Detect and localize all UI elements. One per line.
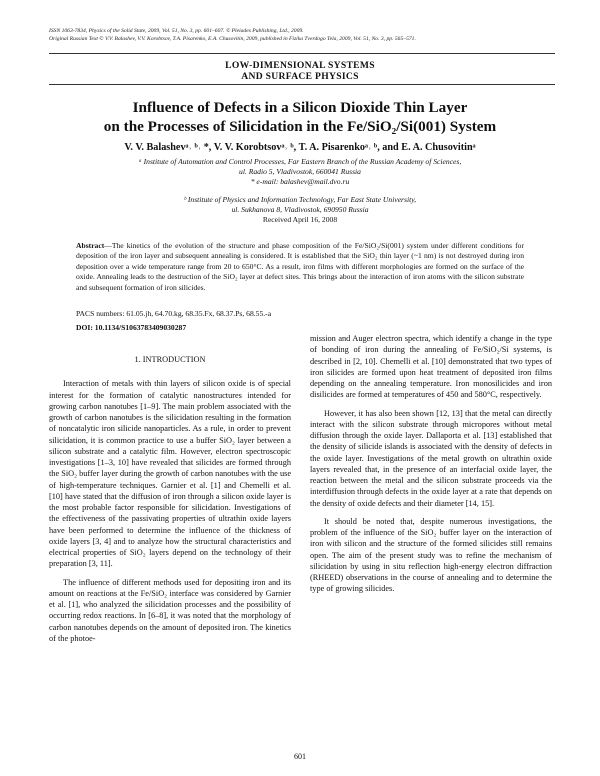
paper-title-line1: Influence of Defects in a Silicon Dioxide Thin Layer xyxy=(132,99,468,116)
affiliation-b-line1: ᵇ Institute of Physics and Information Technology, Far East State University, xyxy=(183,195,417,204)
page-number: 601 xyxy=(294,752,306,761)
doi: DOI: 10.1134/S1063783409030287 xyxy=(76,323,187,332)
right-paragraph-3: It should be noted that, despite numerous investigations, the problem of the influence of the SiO₂ buffer layer on the interaction of iron with silicon and the structure of the formed silicides still remains open. The aim of the present study was to refine the mechanism of silicidation by using in situ reflection high-energy electron diffraction (RHEED) observations in the course of annealing and to determine the type of growing silicides. xyxy=(310,516,552,594)
journal-header-line2: Original Russian Text © V.V. Balashev, V.V. Korobtsov, T.A. Pisarenko, E.A. Chusovitin, 2009, published in Fizika Tverdogo Tela, 2009, Vol. 51, No. 3, pp. 565–571. xyxy=(49,36,416,42)
section-name-line2: AND SURFACE PHYSICS xyxy=(241,71,359,82)
right-paragraph-2: However, it has also been shown [12, 13] that the metal can directly interact with the silicon substrate through micropores without metal diffusion through the oxide layer. Dallaporta et al. [13] established that the density of silicide islands is associated with the density of defects in the oxide layer. Investigations of the metal growth on ultrathin oxide layers revealed that, in the presence of an interfacial oxide layer, the reaction between the metal and the silicon substrate proceeds via the interdiffusion through defects in the oxide layer at a rate that depends on the density of oxide defects and their diameter [14, 15]. xyxy=(310,408,552,508)
journal-header-line1: ISSN 1063-7834, Physics of the Solid State, 2009, Vol. 51, No. 3, pp. 601–607. © Pleiades Publishing, Ltd., 2009. xyxy=(49,28,304,34)
header-rule-top xyxy=(49,53,555,54)
paper-title-line2: on the Processes of Silicidation in the Fe/SiO₂/Si(001) System xyxy=(103,118,497,135)
affiliation-b-line2: ul. Sukhanova 8, Vladivostok, 690950 Russia xyxy=(231,205,369,214)
left-paragraph-1: Interaction of metals with thin layers of silicon oxide is of special interest for the formation of catalytic nanostructures intended for growing carbon nanotubes [1–9]. The main problem associated with the growth of carbon nanotubes is the silicidation resulting in the formation of noncatalytic iron silicide nanoparticles. As a rule, in order to prevent silicidation, it is common practice to use a buffer SiO₂ layer between a silicon substrate and a catalytic film. However, electron spectroscopic investigations [1–3, 10] have revealed that silicides are formed through the SiO₂ buffer layer during the growth of carbon nanotubes with the use of high-temperature techniques. Garnier et al. [1] and Chemelli et al. [10] have stated that the diffusion of iron through a silicon oxide layer is the most probable factor responsible for silicidation. Investigations of the effectiveness of the passivating properties of ultrathin oxide layers have been performed to determine the influence of the thickness of oxide layers [3, 4] and to analyze how the structural characteristics and electrical properties of SiO₂ layers depend on the technology of their preparation [3, 11]. xyxy=(49,379,291,569)
abstract xyxy=(76,241,524,293)
section-name-line1: LOW-DIMENSIONAL SYSTEMS xyxy=(225,60,375,71)
abstract-text: —The kinetics of the evolution of the structure and phase composition of the Fe/SiO₂/Si(001) system under different conditions for deposition of the iron layer and subsequent annealing is considered. It is established that the SiO₂ thin layer (~1 nm) is not destroyed during iron deposition over a wide temperature range from 20 to 650°C. As a result, iron films with different morphologies are formed on the surface of the oxide. Annealing leads to the destruction of the SiO₂ layer at defect sites. This brings about the interaction of iron atoms with the silicon substrate and subsequent formation of iron silicides. xyxy=(76,241,524,292)
right-paragraph-1: mission and Auger electron spectra, which identify a change in the type of bonding of iron during the annealing of Fe/SiO₂/Si systems, is described in [2, 10]. Chemelli et al. [10] demonstrated that two types of iron silicides are formed upon heat treatment of deposited iron films depending on the annealing temperature. Iron monosilicides and iron disilicides are formed at temperatures of 450 and 580°C, respectively. xyxy=(310,334,552,400)
header-rule-bottom xyxy=(49,84,555,85)
authors: V. V. Balashevᵃ˒ ᵇ˒ *, V. V. Korobtsovᵃ˒ ᵇ, T. A. Pisarenkoᵃ˒ ᵇ, and E. A. Chusovitinᵃ xyxy=(124,142,476,153)
received-date: Received April 16, 2008 xyxy=(262,215,338,224)
journal-header xyxy=(49,27,416,43)
introduction-heading: 1. INTRODUCTION xyxy=(134,355,206,364)
pacs-numbers: PACS numbers: 61.05.jh, 64.70.kg, 68.35.Fx, 68.37.Ps, 68.55.-a xyxy=(76,309,272,318)
left-column xyxy=(49,354,291,651)
left-paragraph-2: The influence of different methods used for depositing iron and its amount on reactions at the Fe/SiO₂ interface was considered by Garnier et al. [1], who analyzed the silicidation processes and the possibility of occurring redox reactions. In [6–8], it was noted that the morphology of carbon nanotubes depends on the amount of deposited iron. The kinetics of the photoe- xyxy=(49,577,291,643)
affiliation-a-line1: ᵃ Institute of Automation and Control Processes, Far Eastern Branch of the Russian Academy of Sciences, xyxy=(138,157,462,166)
affiliation-a-line2: ul. Radio 5, Vladivostok, 660041 Russia xyxy=(239,167,361,176)
corresponding-email: * e-mail: balashev@mail.dvo.ru xyxy=(250,177,350,186)
right-column xyxy=(310,333,552,602)
abstract-label: Abstract xyxy=(76,241,105,250)
